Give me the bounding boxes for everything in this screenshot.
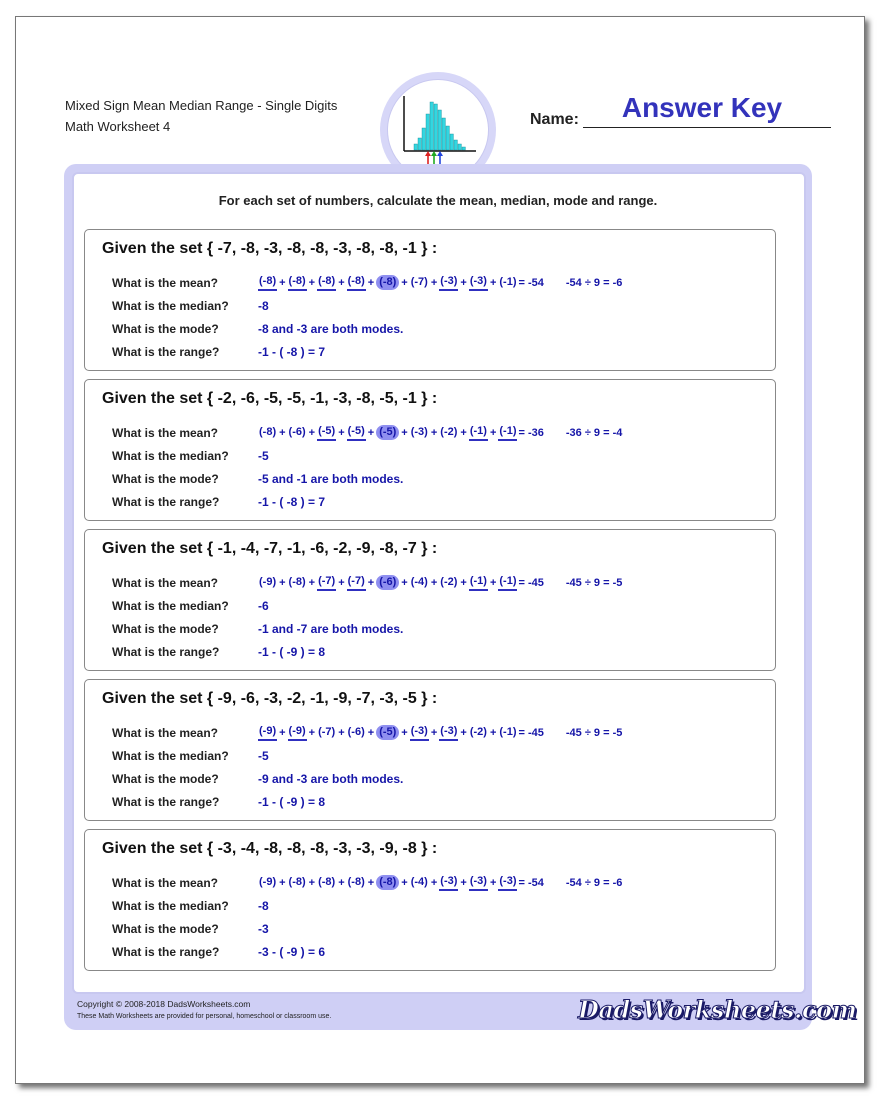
- usage-note: These Math Worksheets are provided for personal, homeschool or classroom use.: [77, 1013, 332, 1020]
- mean-sum: [258, 724, 622, 741]
- sum-term: (-8): [288, 876, 306, 888]
- mean-question: What is the mean?: [112, 876, 219, 890]
- sum-result: = -36: [518, 426, 544, 439]
- histogram-bar: [462, 147, 465, 150]
- problem-box: [84, 229, 776, 371]
- sum-term: (-8): [347, 876, 365, 888]
- name-line: [583, 127, 831, 128]
- median-answer: -5: [258, 749, 269, 763]
- problem-box: [84, 829, 776, 971]
- plus-sign: +: [308, 426, 316, 439]
- histogram-bar: [422, 128, 425, 150]
- plus-sign: +: [279, 276, 286, 289]
- sum-term: (-4): [410, 576, 428, 588]
- mode-term: (-9): [258, 724, 277, 741]
- mode-term: (-3): [439, 874, 458, 891]
- median-answer: -5: [258, 449, 269, 463]
- mode-question: What is the mode?: [112, 472, 219, 486]
- name-label: Name:: [530, 111, 579, 128]
- instructions: For each set of numbers, calculate the mean, median, mode and range.: [218, 193, 658, 208]
- mean-question: What is the mean?: [112, 726, 219, 740]
- sum-term: (-1): [499, 276, 517, 288]
- mode-term: (-3): [439, 274, 458, 291]
- mode-term: (-8): [317, 274, 336, 291]
- plus-sign: +: [279, 426, 286, 439]
- median-question: What is the median?: [112, 749, 229, 763]
- plus-sign: +: [279, 576, 286, 589]
- mean-division: -36 ÷ 9 = -4: [565, 426, 623, 439]
- median-term: (-5): [376, 425, 399, 440]
- plus-sign: +: [489, 426, 497, 439]
- sum-term: (-2): [440, 576, 458, 588]
- mode-term: (-3): [469, 274, 488, 291]
- plus-sign: +: [367, 426, 375, 439]
- plus-sign: +: [460, 576, 467, 589]
- mean-sum: [258, 874, 622, 891]
- mode-question: What is the mode?: [112, 772, 219, 786]
- given-set: Given the set { -1, -4, -7, -1, -6, -2, -9, -8, -7 } :: [102, 540, 438, 557]
- mode-answer: -3: [258, 922, 269, 936]
- plus-sign: +: [401, 276, 408, 289]
- range-question: What is the range?: [112, 345, 220, 359]
- brand-logo: DadsWorksheets.com: [578, 995, 857, 1024]
- median-question: What is the median?: [112, 899, 229, 913]
- sum-term: (-8): [318, 876, 336, 888]
- sum-result: = -54: [518, 276, 544, 289]
- plus-sign: +: [460, 726, 467, 739]
- median-answer: -6: [258, 599, 269, 613]
- mean-division: -54 ÷ 9 = -6: [565, 876, 623, 889]
- mean-division: -54 ÷ 9 = -6: [565, 276, 623, 289]
- sum-term: (-9): [259, 876, 277, 888]
- mode-term: (-3): [469, 874, 488, 891]
- mean-question: What is the mean?: [112, 426, 219, 440]
- given-set: Given the set { -3, -4, -8, -8, -8, -3, -3, -9, -8 } :: [102, 840, 438, 857]
- mean-question: What is the mean?: [112, 576, 219, 590]
- sum-term: (-2): [469, 726, 487, 738]
- mode-term: (-7): [347, 574, 366, 591]
- median-term: (-6): [376, 575, 399, 590]
- median-answer: -8: [258, 899, 269, 913]
- given-set: Given the set { -7, -8, -3, -8, -8, -3, -8, -8, -1 } :: [102, 240, 438, 257]
- histogram-bar: [438, 110, 441, 150]
- histogram-bar: [426, 114, 429, 150]
- sum-term: (-6): [347, 726, 365, 738]
- plus-sign: +: [430, 876, 438, 889]
- plus-sign: +: [460, 276, 467, 289]
- given-set: Given the set { -9, -6, -3, -2, -1, -9, -7, -3, -5 } :: [102, 690, 438, 707]
- plus-sign: +: [367, 726, 375, 739]
- median-question: What is the median?: [112, 599, 229, 613]
- mode-term: (-8): [347, 274, 366, 291]
- mode-term: (-1): [469, 574, 488, 591]
- mode-term: (-3): [498, 874, 517, 891]
- plus-sign: +: [367, 876, 375, 889]
- median-term: (-8): [376, 275, 399, 290]
- plus-sign: +: [338, 576, 345, 589]
- given-set: Given the set { -2, -6, -5, -5, -1, -3, -8, -5, -1 } :: [102, 390, 438, 407]
- range-answer: -1 - ( -9 ) = 8: [258, 795, 326, 809]
- mode-term: (-3): [410, 724, 429, 741]
- histogram-bar: [414, 144, 417, 150]
- sum-term: (-6): [288, 426, 306, 438]
- plus-sign: +: [401, 726, 408, 739]
- mode-answer: -9 and -3 are both modes.: [258, 772, 404, 786]
- histogram-bar: [454, 140, 457, 150]
- median-term: (-5): [376, 725, 399, 740]
- plus-sign: +: [430, 276, 438, 289]
- median-term: (-8): [376, 875, 399, 890]
- range-question: What is the range?: [112, 495, 220, 509]
- sum-term: (-8): [288, 576, 306, 588]
- sum-result: = -45: [518, 726, 544, 739]
- histogram-bar: [450, 134, 453, 150]
- histogram-bar: [458, 144, 461, 150]
- histogram-bar: [442, 118, 445, 150]
- plus-sign: +: [430, 576, 438, 589]
- mean-question: What is the mean?: [112, 276, 219, 290]
- mode-answer: -1 and -7 are both modes.: [258, 622, 404, 636]
- mean-sum: [258, 274, 622, 291]
- mean-division: -45 ÷ 9 = -5: [565, 726, 623, 739]
- range-answer: -1 - ( -8 ) = 7: [258, 495, 326, 509]
- plus-sign: +: [338, 426, 345, 439]
- plus-sign: +: [401, 426, 408, 439]
- median-question: What is the median?: [112, 449, 229, 463]
- mode-question: What is the mode?: [112, 622, 219, 636]
- range-question: What is the range?: [112, 945, 220, 959]
- plus-sign: +: [460, 426, 467, 439]
- sum-term: (-7): [318, 726, 336, 738]
- plus-sign: +: [308, 276, 316, 289]
- plus-sign: +: [489, 576, 497, 589]
- plus-sign: +: [308, 876, 316, 889]
- copyright: Copyright © 2008-2018 DadsWorksheets.com: [77, 999, 251, 1009]
- mode-answer: -5 and -1 are both modes.: [258, 472, 404, 486]
- plus-sign: +: [338, 726, 345, 739]
- plus-sign: +: [401, 876, 408, 889]
- worksheet-subtitle: Math Worksheet 4: [65, 119, 171, 134]
- sum-term: (-1): [499, 726, 517, 738]
- plus-sign: +: [489, 276, 497, 289]
- range-answer: -3 - ( -9 ) = 6: [258, 945, 326, 959]
- plus-sign: +: [430, 426, 438, 439]
- sum-result: = -54: [518, 876, 544, 889]
- range-answer: -1 - ( -9 ) = 8: [258, 645, 326, 659]
- mode-question: What is the mode?: [112, 322, 219, 336]
- range-question: What is the range?: [112, 795, 220, 809]
- mode-term: (-3): [439, 724, 458, 741]
- mean-division: -45 ÷ 9 = -5: [565, 576, 623, 589]
- mode-term: (-5): [317, 424, 336, 441]
- problem-box: [84, 679, 776, 821]
- problem-box: [84, 529, 776, 671]
- histogram-bar: [418, 138, 421, 150]
- mean-sum: [258, 424, 622, 441]
- mode-term: (-8): [258, 274, 277, 291]
- problem-box: [84, 379, 776, 521]
- mode-question: What is the mode?: [112, 922, 219, 936]
- plus-sign: +: [367, 276, 375, 289]
- plus-sign: +: [338, 876, 345, 889]
- histogram-bar: [446, 126, 449, 150]
- plus-sign: +: [279, 876, 286, 889]
- plus-sign: +: [308, 576, 316, 589]
- plus-sign: +: [367, 576, 375, 589]
- mode-term: (-7): [317, 574, 336, 591]
- sum-term: (-4): [410, 876, 428, 888]
- range-answer: -1 - ( -8 ) = 7: [258, 345, 326, 359]
- plus-sign: +: [430, 726, 438, 739]
- range-question: What is the range?: [112, 645, 220, 659]
- worksheet-title: Mixed Sign Mean Median Range - Single Digits: [65, 98, 338, 113]
- sum-result: = -45: [518, 576, 544, 589]
- mean-sum: [258, 574, 622, 591]
- mode-term: (-5): [347, 424, 366, 441]
- plus-sign: +: [489, 876, 497, 889]
- histogram-bar: [434, 104, 437, 150]
- plus-sign: +: [460, 876, 467, 889]
- plus-sign: +: [401, 576, 408, 589]
- mode-term: (-8): [288, 274, 307, 291]
- plus-sign: +: [308, 726, 316, 739]
- mode-term: (-9): [288, 724, 307, 741]
- mode-term: (-1): [469, 424, 488, 441]
- sum-term: (-3): [410, 426, 428, 438]
- median-answer: -8: [258, 299, 269, 313]
- plus-sign: +: [338, 276, 345, 289]
- mode-term: (-1): [498, 574, 517, 591]
- sum-term: (-8): [259, 426, 277, 438]
- plus-sign: +: [279, 726, 286, 739]
- sum-term: (-2): [440, 426, 458, 438]
- mode-term: (-1): [498, 424, 517, 441]
- sum-term: (-9): [259, 576, 277, 588]
- median-question: What is the median?: [112, 299, 229, 313]
- sum-term: (-7): [410, 276, 428, 288]
- histogram-bar: [430, 102, 433, 150]
- mode-answer: -8 and -3 are both modes.: [258, 322, 404, 336]
- answer-key-label: Answer Key: [621, 92, 783, 123]
- plus-sign: +: [489, 726, 497, 739]
